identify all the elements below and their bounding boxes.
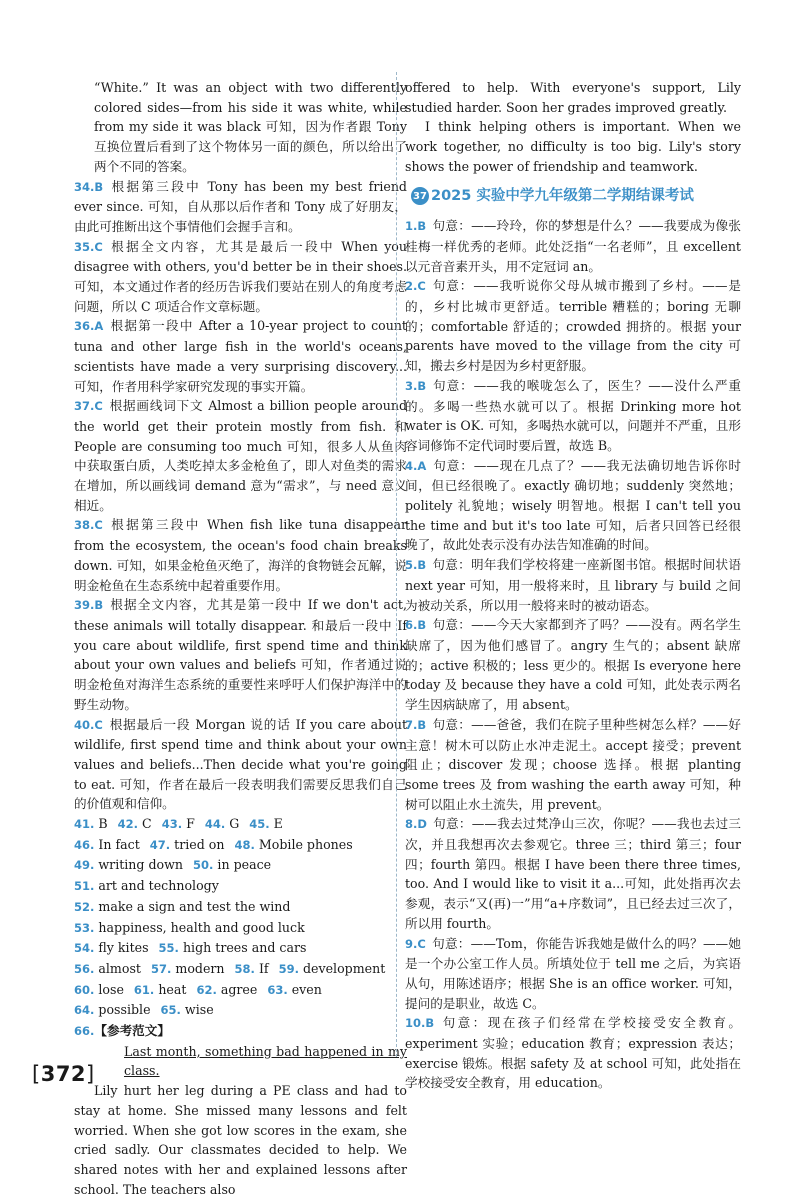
- question-number: 56.: [74, 961, 95, 976]
- question-number: 55.: [158, 941, 179, 956]
- question-number: 40.: [74, 717, 95, 732]
- question-number: 47.: [149, 837, 171, 852]
- explanation-text: 句意：现在孩子们经常在学校接受安全教育。experiment 实验；education 教育；expression 表达；exercise 锻炼。根据 safety 及 at school 可知，此处指在学校接受安全教育，用 education。: [405, 1015, 741, 1091]
- answer-text: B: [98, 816, 108, 832]
- short-answer-row: [74, 980, 407, 1001]
- question-number: 8.: [405, 817, 418, 832]
- short-answer-item: [249, 816, 283, 831]
- explanation-text: 根据第一段中 After a 10-year project to count tuna and other large fish in the world's oceans, scientists have made a very surprising discovery...可知，作者用科学家研究发现的事实开篇。: [74, 318, 407, 394]
- answer-letter: B: [417, 618, 427, 633]
- question-number: 6.: [405, 618, 418, 633]
- answer-entry: [405, 934, 741, 1014]
- answer-letter: B: [94, 179, 104, 194]
- question-number: 9.: [405, 936, 418, 951]
- short-answer-item: [267, 982, 322, 997]
- essay-paragraph-continued: offered to help. With everyone's support, Lily studied harder. Soon her grades improved greatly.: [405, 80, 741, 115]
- question-number: 62.: [196, 982, 217, 997]
- section-number-badge: 37: [411, 187, 429, 205]
- answer-letter: C: [94, 518, 103, 533]
- answer-entry: [405, 715, 741, 815]
- answer-text: modern: [175, 960, 225, 976]
- explanation-text: 句意：——现在几点了？——我无法确切地告诉你时间，但已经很晚了。exactly 确切地；suddenly 突然地；politely 礼貌地；wisely 明智地。根据 I can't tell you the time and but it's too late 可知，后者只回答已经很晚了，故此处表示没有办法告知准确的时间。: [405, 457, 741, 553]
- short-answer-item: [74, 1002, 151, 1017]
- answer-text: E: [273, 816, 283, 832]
- short-answer-row: [74, 897, 407, 918]
- question-number: 7.: [405, 717, 418, 732]
- short-answer-item: [74, 920, 305, 935]
- question-number: 41.: [74, 817, 95, 832]
- question-number: 3.: [405, 378, 418, 393]
- short-answer-item: [74, 837, 140, 852]
- question-number: 60.: [74, 982, 95, 997]
- short-answer-item: [193, 857, 271, 872]
- question-number: 2.: [405, 279, 418, 294]
- explanation-text: 句意：——今天大家都到齐了吗？——没有。两名学生缺席了，因为他们感冒了。angry 生气的；absent 缺席的；active 积极的；less 更少的。根据 Is everyone here today 及 because they have a cold 可知，此处表示两名学生因病缺席了，用 absent。: [405, 617, 741, 713]
- answer-entry: [74, 237, 407, 317]
- essay-header: [74, 1021, 407, 1042]
- explanation-text: 根据最后一段 Morgan 说的话 If you care about wildlife, first spend time and think about your own values and beliefs...Then decide what you're going to eat. 可知，作者在最后一段表明我们需要反思我们自己的价值观和信仰。: [74, 716, 407, 812]
- answer-text: If: [258, 960, 269, 976]
- question-number: 39.: [74, 598, 95, 613]
- question-number: 52.: [74, 899, 95, 914]
- answer-letter: B: [94, 598, 104, 613]
- answer-entry: [74, 316, 407, 396]
- left-column: [74, 78, 407, 1199]
- short-answer-item: [74, 878, 219, 893]
- essay-label: 【参考范文】: [94, 1023, 170, 1039]
- question-number: 10.: [405, 1016, 426, 1031]
- answer-letter: B: [417, 378, 427, 393]
- short-answer-row: [74, 1000, 407, 1021]
- answer-entry: [74, 78, 407, 177]
- short-answer-item: [235, 961, 269, 976]
- answer-entry: [74, 177, 407, 237]
- question-number: 43.: [161, 817, 183, 832]
- question-number: 46.: [74, 837, 95, 852]
- short-answer-item: [162, 816, 195, 831]
- right-column: [405, 78, 741, 1093]
- short-answer-row: [74, 876, 407, 897]
- column-divider: [396, 72, 397, 1057]
- answer-letter: A: [94, 319, 104, 334]
- question-number: 50.: [193, 858, 214, 873]
- answer-text: heat: [158, 981, 187, 997]
- question-number: 64.: [74, 1003, 95, 1018]
- explanation-text: 根据全文内容，尤其是第一段中 If we don't act, these animals will totally disappear. 和最后一段中 If you care about wildlife, first spend time and think about your own values and beliefs 可知，作者通过说明金枪鱼对海洋生态系统的重要性来呼吁人们保护海洋中的野生动物。: [74, 597, 407, 712]
- answer-entry: [405, 276, 741, 376]
- answer-entry: [74, 396, 407, 515]
- answer-text: art and technology: [98, 878, 219, 894]
- explanation-text: 句意：——我去过梵净山三次，你呢？——我也去过三次，并且我想再次去参观它。three 三；third 第三；four 四；fourth 第四。根据 I have been there three times, too. And I would like to visit it a...可知，此处指再次去参观，表示“又(再)一”用“a+序数词”，且已经去过三次了，所以用 fourth。: [405, 816, 741, 931]
- answer-entry: [74, 515, 407, 595]
- question-number: 59.: [278, 961, 299, 976]
- short-answer-item: [205, 816, 239, 831]
- question-number: 63.: [267, 982, 288, 997]
- page-number-value: 372: [40, 1062, 87, 1086]
- answer-entry: [405, 216, 741, 276]
- answer-entry: [405, 376, 741, 456]
- question-number: 66.: [74, 1024, 95, 1039]
- answer-text: agree: [220, 981, 258, 997]
- answer-letter: B: [417, 219, 427, 234]
- explanation-text: 句意：——我的喉咙怎么了，医生？——没什么严重的。多喝一些热水就可以了。根据 Drinking more hot water is OK. 可知，多喝热水就可以，问题并不严重，且形容词修饰不定代词时要后置，故选 B。: [405, 377, 741, 453]
- question-number: 4.: [405, 458, 418, 473]
- answer-letter: C: [94, 399, 103, 414]
- answer-text: possible: [98, 1002, 151, 1018]
- answer-text: lose: [98, 981, 124, 997]
- answer-entry: [405, 456, 741, 556]
- question-number: 51.: [74, 879, 95, 894]
- short-answer-item: [74, 899, 290, 914]
- question-number: 48.: [234, 837, 255, 852]
- question-number: 57.: [150, 961, 172, 976]
- page-number: [372]: [32, 1062, 95, 1086]
- question-number: 35.: [74, 239, 95, 254]
- short-answer-row: [74, 855, 407, 876]
- answer-letter: D: [417, 817, 427, 832]
- short-answer-item: [234, 837, 352, 852]
- explanation-text: 根据画线词下文 Almost a billion people around the world get their protein mostly from fish. 和 People are consuming too much 可知，很多人从鱼肉中获取蛋白质，人类吃掉太多金枪鱼了，即人对鱼类的需求在增加，所以画线词 demand 意为“需求”，与 need 意义相近。: [74, 398, 407, 513]
- section-header: [411, 187, 741, 207]
- short-answer-item: [74, 940, 149, 955]
- answer-letter: C: [94, 717, 103, 732]
- answer-letter: B: [417, 717, 427, 732]
- answer-text: F: [186, 816, 195, 832]
- question-number: 5.: [405, 558, 418, 573]
- answer-text: happiness, health and good luck: [98, 919, 305, 935]
- section-title: 2025 实验中学九年级第二学期结课考试: [431, 187, 694, 204]
- short-answer-item: [74, 816, 108, 831]
- answer-text: writing down: [98, 857, 184, 873]
- question-number: 36.: [74, 319, 95, 334]
- short-answer-item: [159, 940, 307, 955]
- question-number: 54.: [74, 941, 95, 956]
- short-answer-item: [151, 961, 225, 976]
- essay-paragraph: I think helping others is important. When we work together, no difficulty is too big. Lily's story shows the power of friendship and teamwork.: [405, 119, 741, 174]
- answer-text: G: [229, 816, 240, 832]
- answer-text: C: [142, 816, 152, 832]
- short-answer-row: [74, 814, 407, 835]
- answer-text: Mobile phones: [258, 836, 353, 852]
- short-answer-item: [150, 837, 225, 852]
- question-number: 37.: [74, 399, 95, 414]
- answer-text: tried on: [174, 836, 225, 852]
- short-answer-item: [118, 816, 152, 831]
- short-answer-item: [196, 982, 257, 997]
- short-answer-item: [134, 982, 187, 997]
- answer-entry: [405, 1013, 741, 1093]
- answer-letter: C: [94, 239, 103, 254]
- short-answer-item: [74, 857, 183, 872]
- answer-entry: [405, 814, 741, 933]
- explanation-text: “White.” It was an object with two differently colored sides—from his side it was white, while from my side it was black 可知，因为作者跟 Tony 互换位置后看到了这个物体另一面的颜色，所以给出了两个不同的答案。: [94, 80, 407, 174]
- short-answer-item: [161, 1002, 214, 1017]
- explanation-text: 句意：——我听说你父母从城市搬到了乡村。——是的，乡村比城市更舒适。terrible 糟糕的；boring 无聊的；comfortable 舒适的；crowded 拥挤的。根据 your parents have moved to the village from the city 可知，搬去乡村是因为乡村更舒服。: [405, 278, 741, 374]
- short-answer-row: [74, 918, 407, 939]
- answer-text: fly kites: [98, 940, 149, 956]
- short-answer-row: [74, 835, 407, 856]
- question-number: 34.: [74, 179, 95, 194]
- question-number: 45.: [249, 817, 270, 832]
- question-number: 65.: [160, 1003, 181, 1018]
- short-answer-row: [74, 959, 407, 980]
- explanation-text: 根据第三段中 When fish like tuna disappear from the ecosystem, the ocean's food chain breaks down. 可知，如果金枪鱼灭绝了，海洋的食物链会瓦解，说明金枪鱼在生态系统中起着重要作用。: [74, 517, 407, 593]
- short-answer-item: [279, 961, 386, 976]
- explanation-text: 句意：——爸爸，我们在院子里种些树怎么样？——好主意！树木可以防止水冲走泥土。accept 接受；prevent 阻止；discover 发现；choose 选择。根据 planting some trees 及 from washing the earth away 可知，种树可以阻止水土流失，用 prevent。: [405, 716, 741, 812]
- explanation-text: 句意：——Tom，你能告诉我她是做什么的吗？——她是一个办公室工作人员。所填处位于 tell me 之后，为宾语从句，用陈述语序；根据 She is an office worker. 可知，提问的是职业，故选 C。: [405, 935, 741, 1011]
- answer-entry: [74, 715, 407, 815]
- answer-text: development: [302, 960, 386, 976]
- short-answer-item: [74, 982, 124, 997]
- answer-letter: C: [417, 936, 426, 951]
- answer-letter: B: [425, 1016, 435, 1031]
- short-answer-row: [74, 938, 407, 959]
- question-number: 1.: [405, 219, 418, 234]
- explanation-text: 根据全文内容，尤其是最后一段中 When you disagree with others, you'd better be in their shoes. 可知，本文通过作者的经历告诉我们要站在别人的角度考虑问题，所以 C 项适合作文章标题。: [74, 238, 407, 314]
- answer-entry: [74, 595, 407, 714]
- question-number: 49.: [74, 858, 95, 873]
- answer-text: almost: [98, 960, 141, 976]
- answer-text: high trees and cars: [182, 940, 307, 956]
- answer-letter: C: [417, 279, 426, 294]
- explanation-text: 根据第三段中 Tony has been my best friend ever since. 可知，自从那以后作者和 Tony 成了好朋友，由此可推断出这个事情他们会握手言和。: [74, 178, 407, 234]
- essay-paragraph: Lily hurt her leg during a PE class and had to stay at home. She missed many lessons and felt worried. When she got low scores in the exam, she cried sadly. Our classmates decided to help. We shared notes with her and explained lessons after school. The teachers also: [74, 1083, 407, 1197]
- explanation-text: 句意：明年我们学校将建一座新图书馆。根据时间状语 next year 可知，用一般将来时，且 library 与 build 之间为被动关系，所以用一般将来时的被动语态。: [405, 557, 741, 613]
- question-number: 61.: [133, 982, 155, 997]
- short-answer-item: [74, 961, 141, 976]
- answer-text: in peace: [217, 857, 272, 873]
- answer-text: make a sign and test the wind: [98, 898, 291, 914]
- question-number: 38.: [74, 518, 95, 533]
- explanation-text: 句意：——玲玲，你的梦想是什么？——我要成为像张桂梅一样优秀的老师。此处泛指“一名老师”，且 excellent 以元音音素开头，用不定冠词 an。: [405, 218, 741, 274]
- question-number: 42.: [117, 817, 139, 832]
- answer-text: In fact: [98, 836, 140, 852]
- question-number: 44.: [204, 817, 226, 832]
- answer-letter: A: [417, 458, 427, 473]
- answer-text: even: [291, 981, 322, 997]
- answer-letter: B: [417, 558, 427, 573]
- answer-entry: [405, 615, 741, 715]
- question-number: 53.: [74, 920, 95, 935]
- answer-text: wise: [184, 1002, 214, 1018]
- answer-entry: [405, 555, 741, 615]
- question-number: 58.: [234, 961, 255, 976]
- essay-title: Last month, something bad happened in my class.: [124, 1043, 407, 1079]
